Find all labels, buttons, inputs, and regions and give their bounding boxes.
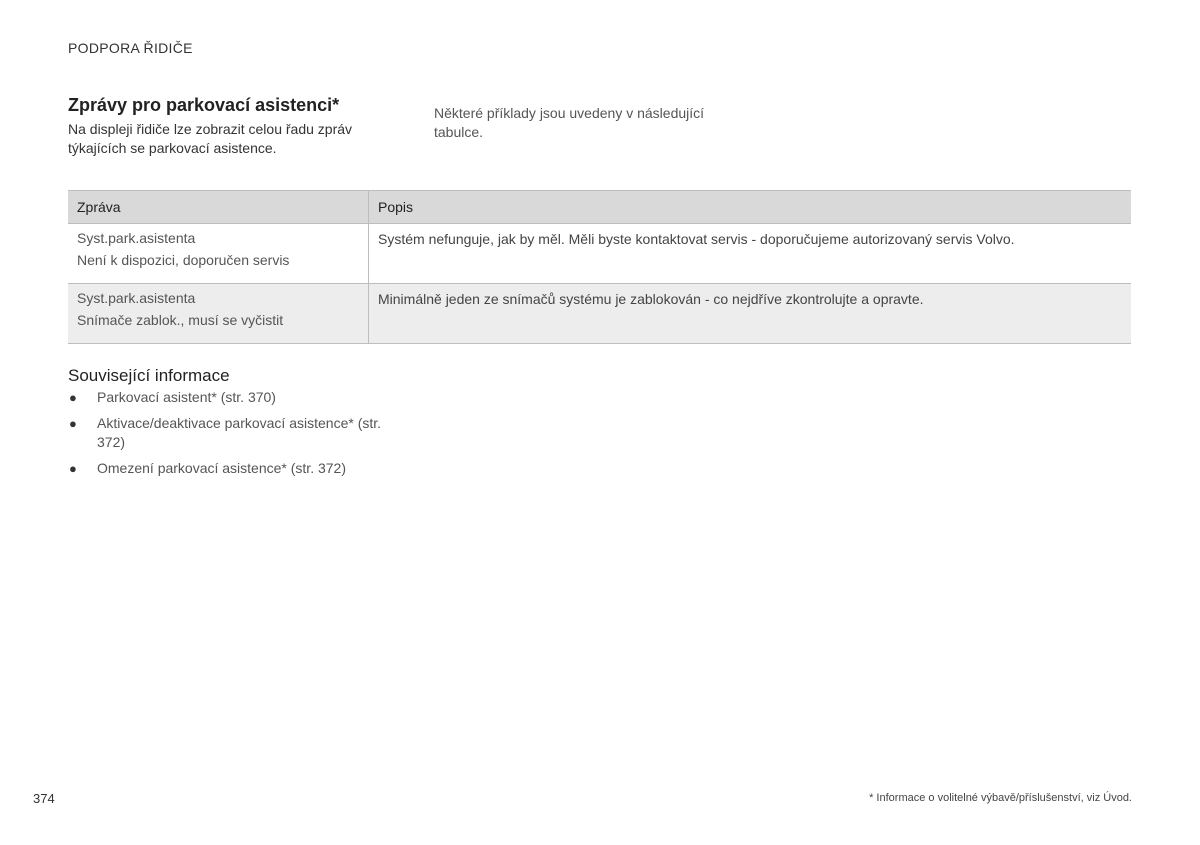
related-link[interactable]: Parkovací asistent* (str. 370) [97, 389, 276, 405]
description-cell: Minimálně jeden ze snímačů systému je zablokován - co nejdříve zkontrolujte a opravte. [369, 284, 1132, 344]
intro-right-column [434, 104, 744, 142]
table-header-row [68, 191, 1131, 224]
message-cell [68, 284, 369, 344]
column-header-message: Zpráva [68, 191, 369, 224]
section-header: PODPORA ŘIDIČE [68, 40, 193, 56]
list-item[interactable] [68, 414, 408, 452]
related-links-list [68, 388, 408, 478]
message-line: Syst.park.asistenta [77, 230, 196, 246]
page-number: 374 [33, 791, 55, 806]
message-line: Snímače zablok., musí se vyčistit [77, 312, 284, 328]
column-header-description: Popis [369, 191, 1132, 224]
related-info [68, 366, 408, 485]
footnote: * Informace o volitelné výbavě/příslušenství, viz Úvod. [869, 792, 1132, 804]
intro-paragraph: Na displeji řidiče lze zobrazit celou řadu zpráv týkajících se parkovací asistence. [68, 121, 353, 156]
table-row [68, 224, 1131, 284]
page-title: Zprávy pro parkovací asistenci* [68, 95, 340, 115]
intro-left-column [68, 95, 398, 158]
related-info-title: Související informace [68, 366, 230, 385]
related-link[interactable]: Omezení parkovací asistence* (str. 372) [97, 460, 346, 476]
message-line: Není k dispozici, doporučen servis [77, 252, 290, 268]
description-cell: Systém nefunguje, jak by měl. Měli byste kontaktovat servis - doporučujeme autorizovaný servis Volvo. [369, 224, 1132, 284]
bullet-icon: ● [69, 390, 77, 405]
table-row [68, 284, 1131, 344]
message-line: Syst.park.asistenta [77, 290, 196, 306]
messages-table [68, 190, 1131, 344]
bullet-icon: ● [69, 461, 77, 476]
intro-paragraph-continued: Některé příklady jsou uvedeny v následující tabulce. [434, 105, 705, 140]
related-link[interactable]: Aktivace/deaktivace parkovací asistence* (str. 372) [97, 415, 382, 450]
bullet-icon: ● [69, 416, 77, 431]
message-cell [68, 224, 369, 284]
list-item[interactable] [68, 459, 408, 478]
list-item[interactable] [68, 388, 408, 407]
